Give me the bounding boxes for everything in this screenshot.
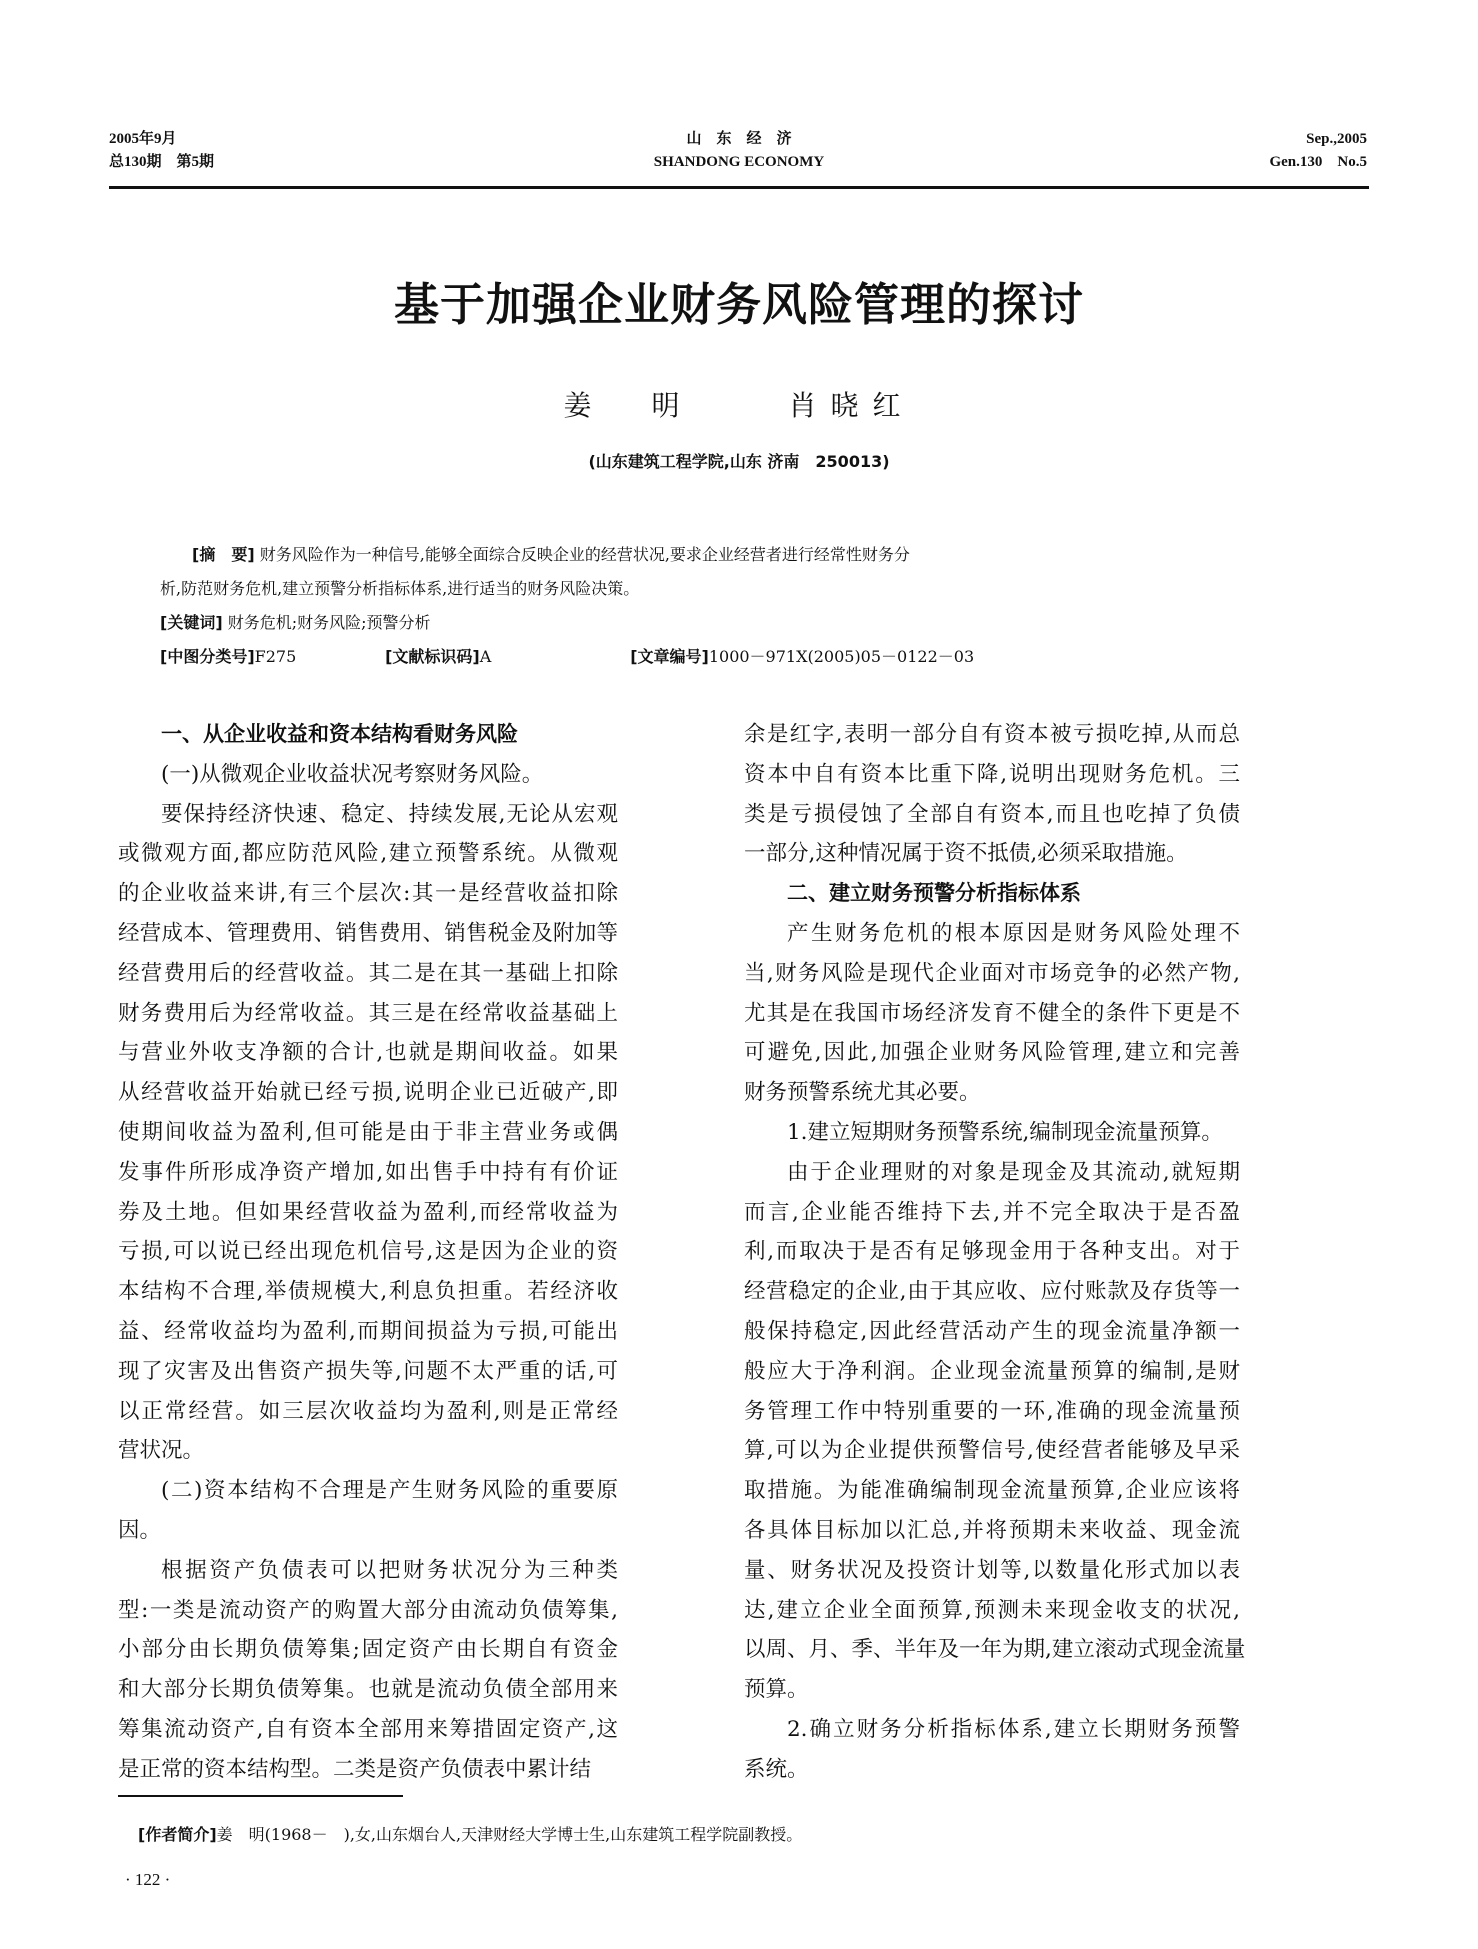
subsection-heading bbox=[118, 1471, 618, 1551]
article-number: 1000－971X(2005)05－0122－03 bbox=[708, 647, 975, 666]
footnote-text: 姜 明(1968－ ),女,山东烟台人,天津财经大学博士生,山东建筑工程学院副教授。 bbox=[216, 1825, 803, 1844]
issue-date: 2005年9月 bbox=[109, 131, 177, 147]
abstract-block bbox=[160, 538, 1270, 674]
text-line: 因。 bbox=[118, 1517, 162, 1543]
author-name: 肖晓红 bbox=[788, 389, 915, 422]
text-line: 各具体目标加以汇总,并将预期未来收益、现金流 bbox=[744, 1517, 1240, 1543]
text-line: 取措施。为能准确编制现金流量预算,企业应该将 bbox=[744, 1478, 1240, 1504]
abstract-label: [摘 要] bbox=[192, 545, 255, 564]
text-line: 经营稳定的企业,由于其应收、应付账款及存货等一 bbox=[744, 1279, 1240, 1305]
text-line: 是正常的资本结构型。二类是资产负债表中累计结 bbox=[118, 1756, 592, 1782]
text-line: 量、财务状况及投资计划等,以数量化形式加以表 bbox=[744, 1557, 1240, 1583]
page-number: · 122 · bbox=[125, 1870, 171, 1889]
author-footnote bbox=[138, 1822, 802, 1845]
clc-label: [中图分类号] bbox=[160, 647, 255, 666]
text-line: 一、从企业收益和资本结构看财务风险 bbox=[161, 722, 518, 746]
text-line: 的企业收益来讲,有三个层次:其一是经营收益扣除 bbox=[118, 881, 618, 907]
text-line: 现了灾害及出售资产损失等,问题不太严重的话,可 bbox=[118, 1358, 618, 1384]
text-line: 经营成本、管理费用、销售费用、销售税金及附加等 bbox=[118, 920, 618, 946]
affiliation: (山东建筑工程学院,山东 济南 250013) bbox=[588, 452, 890, 471]
text-line: 从经营收益开始就已经亏损,说明企业已近破产,即 bbox=[118, 1080, 618, 1106]
issue-date-english: Sep.,2005 bbox=[1306, 131, 1367, 147]
text-line: 小部分由长期负债筹集;固定资产由长期自有资金 bbox=[118, 1637, 618, 1663]
abstract-continuation bbox=[160, 572, 1270, 606]
subsection-heading bbox=[744, 1710, 1240, 1790]
text-line: 由于企业理财的对象是现金及其流动,就短期 bbox=[787, 1159, 1240, 1185]
text-line: 或微观方面,都应防范风险,建立预警系统。从微观 bbox=[118, 841, 618, 867]
text-line: 要保持经济快速、稳定、持续发展,无论从宏观 bbox=[161, 801, 618, 827]
paragraph bbox=[118, 795, 618, 1472]
classification-row bbox=[160, 640, 1270, 674]
journal-date-issue-english bbox=[1269, 128, 1367, 174]
text-line: 般应大于净利润。企业现金流量预算的编制,是财 bbox=[744, 1358, 1240, 1384]
text-line: 以周、月、季、半年及一年为期,建立滚动式现金流量 bbox=[744, 1637, 1246, 1663]
doc-code: A bbox=[479, 647, 492, 666]
text-line: 与营业外收支净额的合计,也就是期间收益。如果 bbox=[118, 1040, 618, 1066]
paragraph bbox=[118, 1551, 618, 1790]
issue-number-english: Gen.130 No.5 bbox=[1269, 154, 1367, 170]
footnote-label: [作者简介] bbox=[138, 1825, 217, 1844]
journal-name-chinese: 山 东 经 济 bbox=[686, 131, 792, 147]
issue-number: 总130期 第5期 bbox=[109, 154, 215, 170]
text-line: 亏损,可以说已经出现危机信号,这是因为企业的资 bbox=[118, 1239, 618, 1265]
text-line: 类是亏损侵蚀了全部自有资本,而且也吃掉了负债 bbox=[744, 801, 1240, 827]
text-line: 利,而取决于是否有足够现金用于各种支出。对于 bbox=[744, 1239, 1240, 1265]
text-line: 财务预警系统尤其必要。 bbox=[744, 1080, 981, 1106]
author-list bbox=[0, 384, 1478, 424]
paragraph bbox=[744, 914, 1240, 1113]
text-line: 营状况。 bbox=[118, 1438, 205, 1464]
text-line: 当,财务风险是现代企业面对市场竞争的必然产物, bbox=[744, 960, 1240, 986]
text-line: 2.确立财务分析指标体系,建立长期财务预警 bbox=[787, 1716, 1240, 1742]
section-heading bbox=[744, 874, 1240, 914]
abstract bbox=[160, 538, 1270, 572]
text-line: (一)从微观企业收益状况考察财务风险。 bbox=[161, 761, 544, 787]
paper-title: 基于加强企业财务风险管理的探讨 bbox=[393, 278, 1084, 331]
text-line: 务管理工作中特别重要的一环,准确的现金流量预 bbox=[744, 1398, 1240, 1424]
text-line: 使期间收益为盈利,但可能是由于非主营业务或偶 bbox=[118, 1119, 618, 1145]
subsection-heading bbox=[744, 1113, 1240, 1153]
text-line: (二)资本结构不合理是产生财务风险的重要原 bbox=[161, 1478, 618, 1504]
text-line: 本结构不合理,举债规模大,利息负担重。若经济收 bbox=[118, 1279, 618, 1305]
text-line: 算,可以为企业提供预警信号,使经营者能够及早采 bbox=[744, 1438, 1240, 1464]
text-line: 经营费用后的经营收益。其二是在其一基础上扣除 bbox=[118, 960, 618, 986]
article-number-label: [文章编号] bbox=[630, 647, 709, 666]
text-line: 余是红字,表明一部分自有资本被亏损吃掉,从而总 bbox=[744, 722, 1240, 747]
text-line: 产生财务危机的根本原因是财务风险处理不 bbox=[787, 920, 1240, 946]
clc-code: F275 bbox=[254, 647, 297, 666]
header-divider bbox=[109, 186, 1369, 189]
abstract-text-line: 析,防范财务危机,建立预警分析指标体系,进行适当的财务风险决策。 bbox=[160, 579, 640, 598]
abstract-text-line: 财务风险作为一种信号,能够全面综合反映企业的经营状况,要求企业经营者进行经常性财务分 bbox=[259, 545, 910, 564]
keywords-row bbox=[160, 606, 1270, 640]
text-line: 益、经常收益均为盈利,而期间损益为亏损,可能出 bbox=[118, 1318, 618, 1344]
left-column bbox=[118, 715, 618, 1790]
text-line: 以正常经营。如三层次收益均为盈利,则是正常经 bbox=[118, 1398, 618, 1424]
keywords-label: [关键词] bbox=[160, 613, 223, 632]
right-column bbox=[744, 715, 1246, 1790]
subsection-heading bbox=[118, 755, 618, 795]
text-line: 系统。 bbox=[744, 1756, 809, 1782]
text-line: 1.建立短期财务预警系统,编制现金流量预算。 bbox=[787, 1119, 1223, 1145]
keywords: 财务危机;财务风险;预警分析 bbox=[227, 613, 431, 632]
paragraph bbox=[744, 1153, 1246, 1710]
text-line: 预算。 bbox=[744, 1677, 809, 1703]
doc-code-label: [文献标识码] bbox=[385, 647, 480, 666]
author-name: 姜明 bbox=[563, 389, 740, 422]
text-line: 达,建立企业全面预算,预测未来现金收支的状况, bbox=[744, 1597, 1240, 1623]
text-line: 般保持稳定,因此经营活动产生的现金流量净额一 bbox=[744, 1318, 1240, 1344]
journal-name-english: SHANDONG ECONOMY bbox=[653, 154, 825, 170]
footnote-divider bbox=[118, 1795, 403, 1797]
paragraph-continuation bbox=[744, 715, 1240, 874]
text-line: 而言,企业能否维持下去,并不完全取决于是否盈 bbox=[744, 1199, 1240, 1225]
text-line: 可避免,因此,加强企业财务风险管理,建立和完善 bbox=[744, 1040, 1240, 1066]
text-line: 一部分,这种情况属于资不抵债,必须采取措施。 bbox=[744, 841, 1188, 867]
journal-name bbox=[0, 128, 1478, 174]
text-line: 筹集流动资产,自有资本全部用来筹措固定资产,这 bbox=[118, 1716, 618, 1742]
text-line: 发事件所形成净资产增加,如出售手中持有有价证 bbox=[118, 1159, 618, 1185]
text-line: 二、建立财务预警分析指标体系 bbox=[787, 881, 1081, 906]
text-line: 型:一类是流动资产的购置大部分由流动负债筹集, bbox=[118, 1597, 618, 1623]
section-heading bbox=[118, 715, 618, 755]
text-line: 资本中自有资本比重下降,说明出现财务危机。三 bbox=[744, 761, 1240, 787]
text-line: 根据资产负债表可以把财务状况分为三种类 bbox=[161, 1557, 618, 1583]
text-line: 财务费用后为经常收益。其三是在经常收益基础上 bbox=[118, 1000, 618, 1026]
text-line: 尤其是在我国市场经济发育不健全的条件下更是不 bbox=[744, 1000, 1240, 1026]
text-line: 券及土地。但如果经营收益为盈利,而经常收益为 bbox=[118, 1199, 618, 1225]
text-line: 和大部分长期负债筹集。也就是流动负债全部用来 bbox=[118, 1677, 618, 1703]
